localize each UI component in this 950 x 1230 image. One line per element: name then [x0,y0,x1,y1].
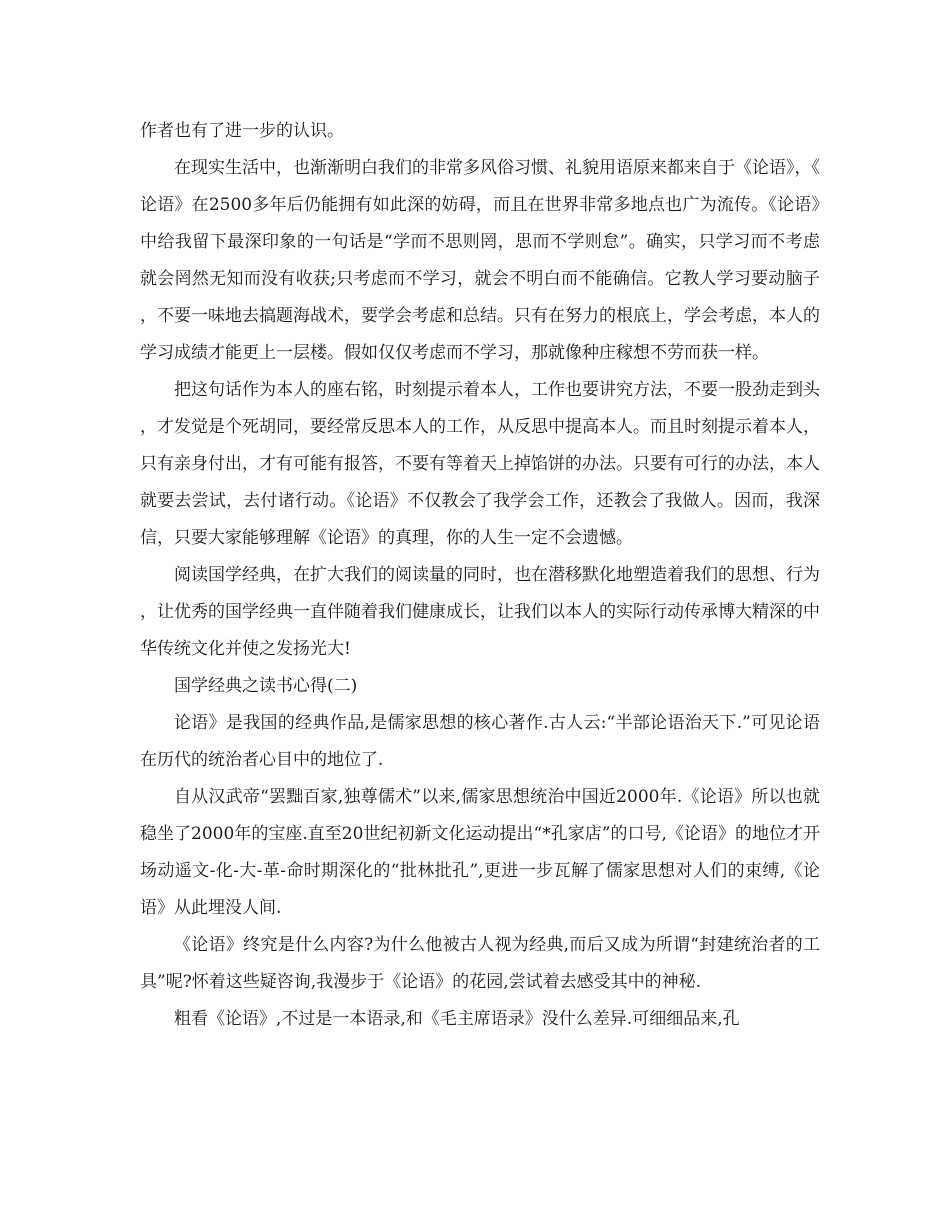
paragraph: 作者也有了进一步的认识。 [140,121,344,141]
paragraph: 在现实生活中，也渐渐明白我们的非常多风俗习惯、礼貌用语原来都来自于《论语》，《论语》在2500多年后仍能拥有如此深的妨碍，而且在世界非常多地点也广为流传。《论语》中给我留下最深印象的一句话是“学而不思则罔，思而不学则怠”。确实，只学习而不考虑就会罔然无知而没有收获;只考虑而不学习，就会不明白而不能确信。它教人学习要动脑子，不要一味地去搞题海战术，要学会考虑和总结。只有在努力的根底上，学会考虑，本人的学习成绩才能更上一层楼。假如仅仅考虑而不学习，那就像种庄稼想不劳而获一样。 [140,158,820,363]
document-body [140,113,820,1038]
paragraph: 论语》是我国的经典作品,是儒家思想的核心著作.古人云:“半部论语治天下.”可见论语在历代的统治者心目中的地位了. [140,713,820,770]
section-heading: 国学经典之读书心得(二) [174,676,358,696]
paragraph: 《论语》终究是什么内容?为什么他被古人视为经典,而后又成为所谓“封建统治者的工具”呢?怀着这些疑咨询,我漫步于《论语》的花园,尝试着去感受其中的神秘. [140,935,820,992]
paragraph: 粗看《论语》,不过是一本语录,和《毛主席语录》没什么差异.可细细品来,孔 [174,1009,740,1029]
paragraph: 阅读国学经典，在扩大我们的阅读量的同时，也在潜移默化地塑造着我们的思想、行为，让优秀的国学经典一直伴随着我们健康成长，让我们以本人的实际行动传承博大精深的中华传统文化并使之发扬光大! [140,565,820,659]
paragraph: 把这句话作为本人的座右铭，时刻提示着本人，工作也要讲究方法，不要一股劲走到头，才发觉是个死胡同，要经常反思本人的工作，从反思中提高本人。而且时刻提示着本人，只有亲身付出，才有可能有报答，不要有等着天上掉馅饼的办法。只要有可行的办法，本人就要去尝试，去付诸行动。《论语》不仅教会了我学会工作，还教会了我做人。因而，我深信，只要大家能够理解《论语》的真理，你的人生一定不会遗憾。 [140,380,820,548]
paragraph: 自从汉武帝“罢黜百家,独尊儒术”以来,儒家思想统治中国近2000年.《论语》所以也就稳坐了2000年的宝座.直至20世纪初新文化运动提出“*孔家店”的口号,《论语》的地位才开场动遥文-化-大-革-命时期深化的“批林批孔”,更进一步瓦解了儒家思想对人们的束缚,《论语》从此埋没人间. [140,787,820,918]
